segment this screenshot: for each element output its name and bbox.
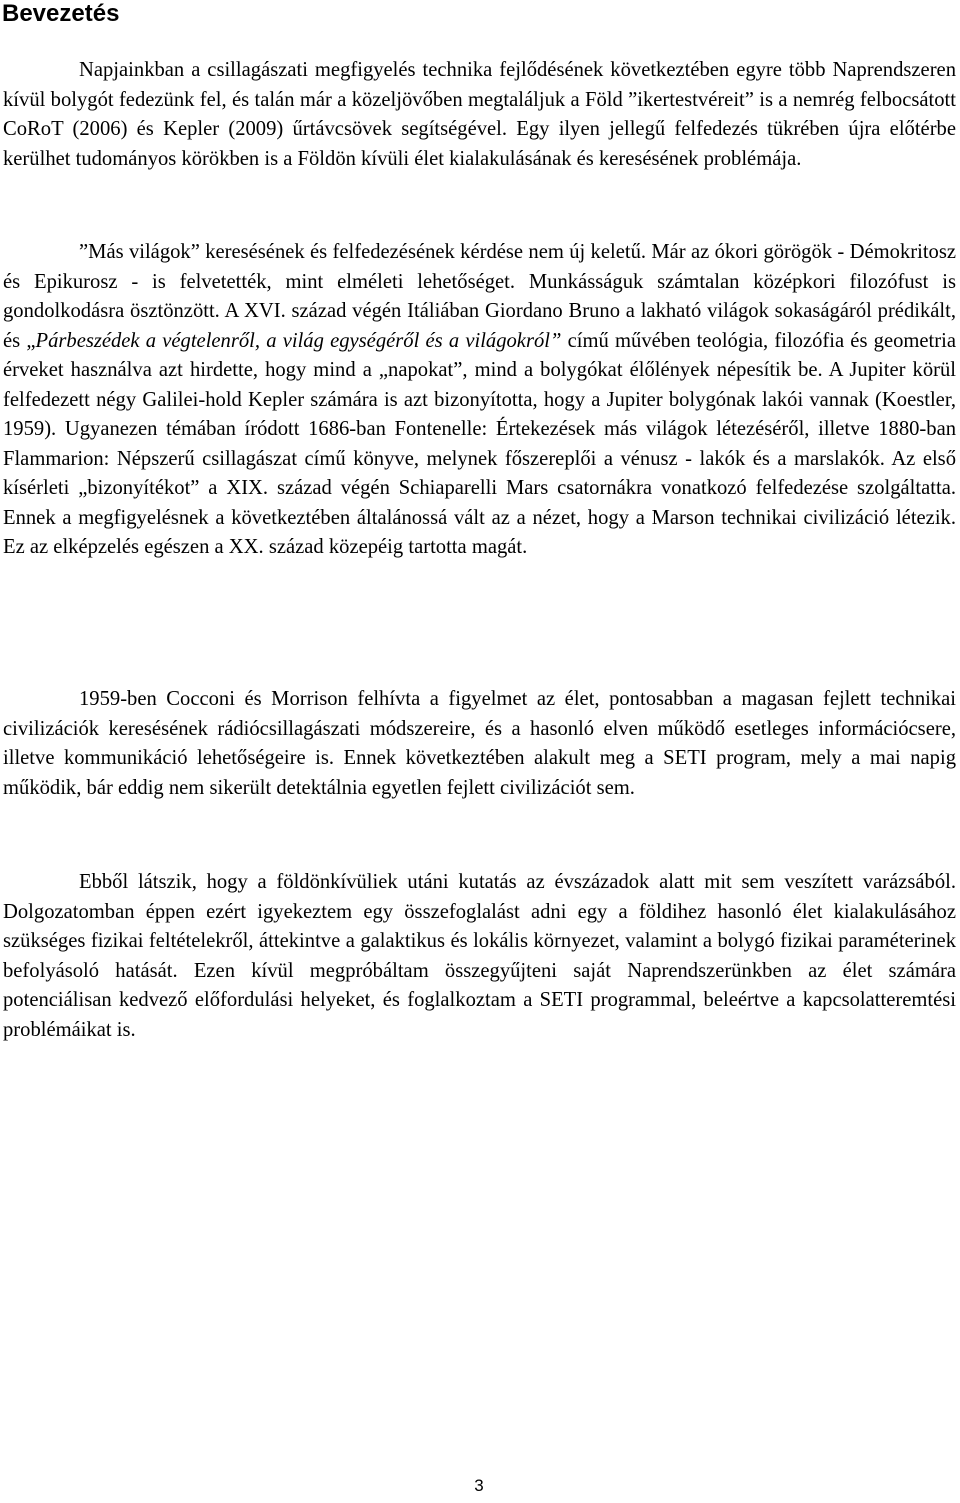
section-heading: Bevezetés bbox=[2, 0, 120, 27]
paragraph-thesis-goal-text: Ebből látszik, hogy a földönkívüliek utáni kutatás az évszázadok alatt mit sem veszített varázsából. Dolgozatomban éppen ezért igyekeztem egy összefoglalást adni egy a földihez hasonló élet kialakulásához szükséges fizikai feltételekről, áttekintve a galaktikus és lokális környezet, valamint a bolygó fizikai paraméterinek befolyásoló hatását. Ezen kívül megpróbáltam összegyűjteni saját Naprendszerünkben az élet számára potenciálisan kedvező előfordulási helyeket, és foglalkoztam a SETI programmal, beleértve a kapcsolatteremtési problémáikat is. bbox=[3, 871, 956, 1041]
paragraph-history-text-start: ”Más világok” keresésének és felfedezésének kérdése nem új keletű. Már az ókori görögök - Démokritosz és Epikurosz - is felvetették, mint elméleti lehetőséget. Munkásságuk számtalan középkori filozófust is gondolkodásra ösztönzött. A XVI. század végén Itáliában Giordano Bruno a lakható világok sokaságáról prédikált, és „ bbox=[3, 241, 956, 352]
paragraph-history-text-end: című művében teológia, filozófia és geometria érveket használva azt hirdette, hogy mind a „napokat”, mind a bolygókat élőlények népesítik be. A Jupiter körül felfedezett négy Galilei-hold Kepler számára is azt bizonyította, hogy a Jupiter bolygónak lakói vannak (Koestler, 1959). Ugyanezen témában íródott 1686-ban Fontenelle: Értekezések más világok létezéséről, illetve 1880-ban Flammarion: Népszerű csillagászat című könyve, melynek főszereplői a vénusz - lakók és a marslakók. Az első kísérleti „bizonyítékot” a XIX. század végén Schiaparelli Mars csatornákra vonatkozó felfedezése szolgáltatta. Ennek a megfigyelésnek a következtében általánossá vált az a nézet, hogy a Marson technikai civilizáció létezik. Ez az elképzelés egészen a XX. század közepéig tartotta magát. bbox=[3, 329, 956, 558]
paragraph-thesis-goal bbox=[3, 868, 956, 1045]
paragraph-intro bbox=[3, 56, 956, 174]
book-title-italic: Párbeszédek a végtelenről, a világ egységéről és a világokról” bbox=[35, 329, 562, 352]
page-number: 3 bbox=[474, 1476, 484, 1495]
paragraph-history bbox=[3, 238, 956, 563]
paragraph-seti bbox=[3, 685, 956, 803]
paragraph-seti-text: 1959-ben Cocconi és Morrison felhívta a figyelmet az élet, pontosabban a magasan fejlett technikai civilizációk keresésének rádiócsillagászati módszereire, és a hasonló elven működő esetleges információcsere, illetve kommunikáció lehetőségeire is. Ennek következtében alakult meg a SETI program, mely a mai napig működik, bár eddig nem sikerült detektálnia egyetlen fejlett civilizációt sem. bbox=[3, 688, 956, 799]
paragraph-intro-text: Napjainkban a csillagászati megfigyelés technika fejlődésének következtében egyre több Naprendszeren kívül bolygót fedezünk fel, és talán már a közeljövőben megtaláljuk a Föld ”ikertestvéreit” is a nemrég felbocsátott CoRoT (2006) és Kepler (2009) űrtávcsövek segítségével. Egy ilyen jellegű felfedezés tükrében újra előtérbe kerülhet tudományos körökben is a Földön kívüli élet kialakulásának és keresésének problémája. bbox=[3, 59, 956, 170]
